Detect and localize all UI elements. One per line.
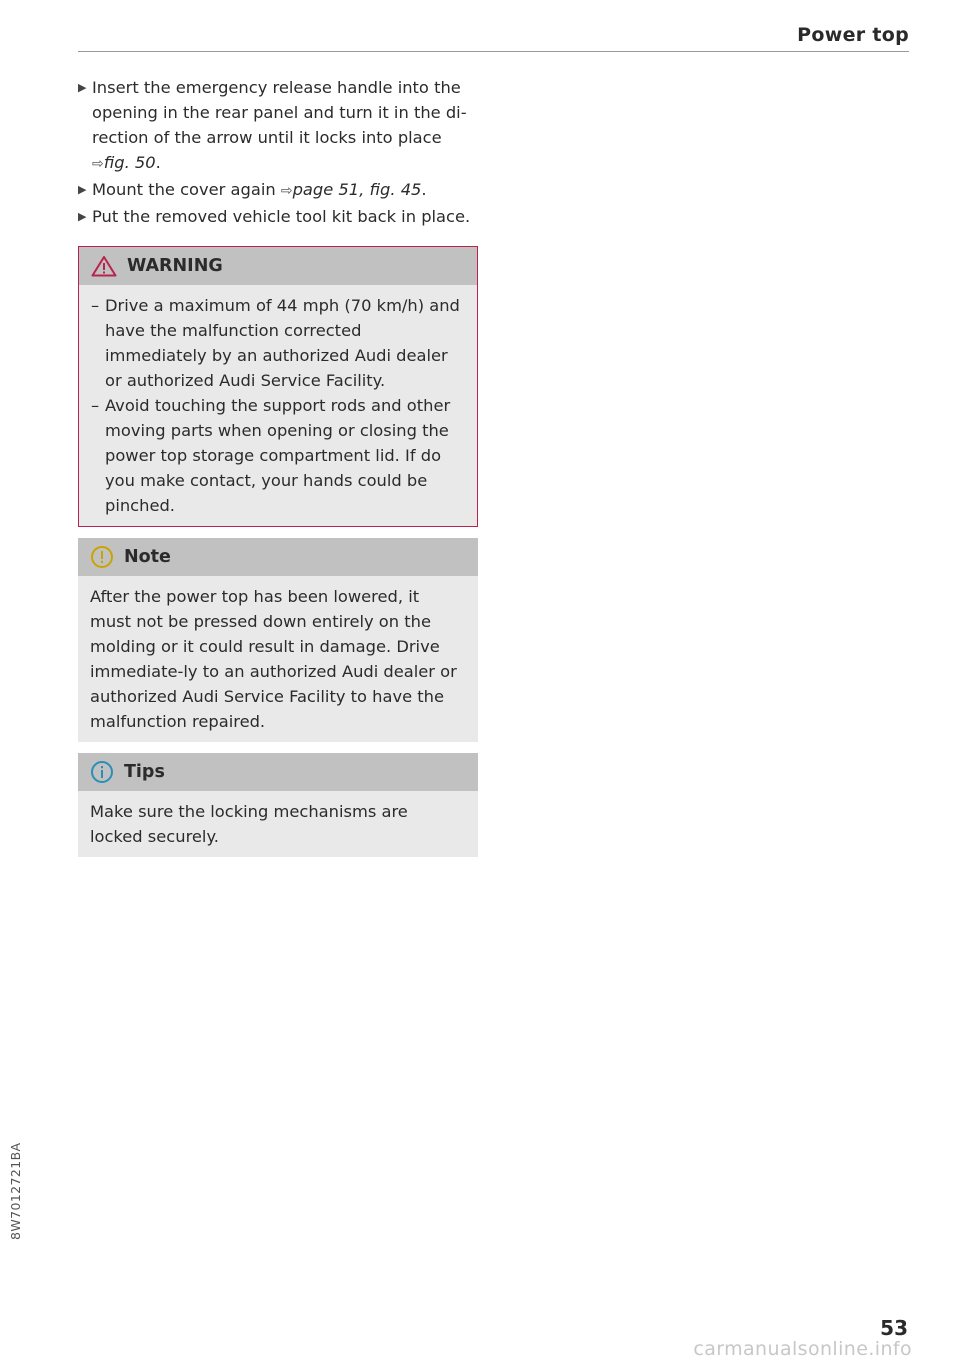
warning-item — [91, 293, 463, 393]
arrow-right-icon: ⇨ — [92, 156, 104, 172]
header-rule — [78, 51, 909, 52]
warning-title: WARNING — [127, 256, 223, 276]
tips-body: Make sure the locking mechanisms are locked securely. — [90, 802, 408, 846]
step-item — [78, 75, 478, 177]
step-item — [78, 177, 478, 204]
step-tail: . — [155, 153, 161, 172]
document-code: 8W7012721BA — [8, 1142, 23, 1240]
step-item — [78, 204, 478, 229]
warning-item-text: Avoid touching the support rods and other moving parts when opening or closing the power top storage compartment lid. If do you make contact, your hands could be pinched. — [105, 396, 451, 515]
section-title: Power top — [797, 24, 909, 46]
step-text: Put the removed vehicle tool kit back in place. — [92, 207, 471, 226]
warning-list — [91, 293, 463, 518]
triangle-bullet-icon: ▶ — [78, 183, 87, 196]
note-box — [78, 538, 478, 742]
warning-triangle-icon — [91, 255, 117, 277]
note-header — [78, 538, 478, 576]
dash-bullet: – — [91, 296, 100, 315]
warning-box — [78, 246, 478, 527]
warning-header — [79, 247, 477, 285]
cross-reference-link[interactable]: page 51, fig. 45 — [292, 180, 422, 199]
triangle-bullet-icon: ▶ — [78, 81, 87, 94]
warning-body — [79, 285, 477, 526]
warning-item — [91, 393, 463, 518]
info-circle-icon — [90, 760, 114, 784]
step-text: Mount the cover again — [92, 180, 281, 199]
arrow-right-icon: ⇨ — [280, 183, 293, 199]
main-column — [78, 75, 478, 857]
note-title: Note — [124, 547, 171, 567]
warning-item-text: Drive a maximum of 44 mph (70 km/h) and have the malfunction corrected immediately by an authorized Audi dealer or authorized Audi Service Facility. — [105, 296, 460, 390]
exclamation-circle-icon — [90, 545, 114, 569]
step-tail: . — [421, 180, 427, 199]
tips-box — [78, 753, 478, 857]
dash-bullet: – — [91, 396, 100, 415]
tips-title: Tips — [124, 762, 165, 782]
triangle-bullet-icon: ▶ — [78, 210, 87, 223]
cross-reference-link[interactable]: fig. 50 — [103, 153, 156, 172]
watermark: carmanualsonline.info — [693, 1338, 912, 1360]
step-text: Insert the emergency release handle into the opening in the rear panel and turn it in the di-rection of the arrow until it locks into place — [92, 78, 467, 147]
tips-header — [78, 753, 478, 791]
step-list — [78, 75, 478, 229]
note-body: After the power top has been lowered, it must not be pressed down entirely on the molding or it could result in damage. Drive immediate-ly to an authorized Audi dealer or authorized Audi Service Facility to have the malfunction repaired. — [90, 587, 457, 731]
page-number: 53 — [880, 1316, 908, 1340]
